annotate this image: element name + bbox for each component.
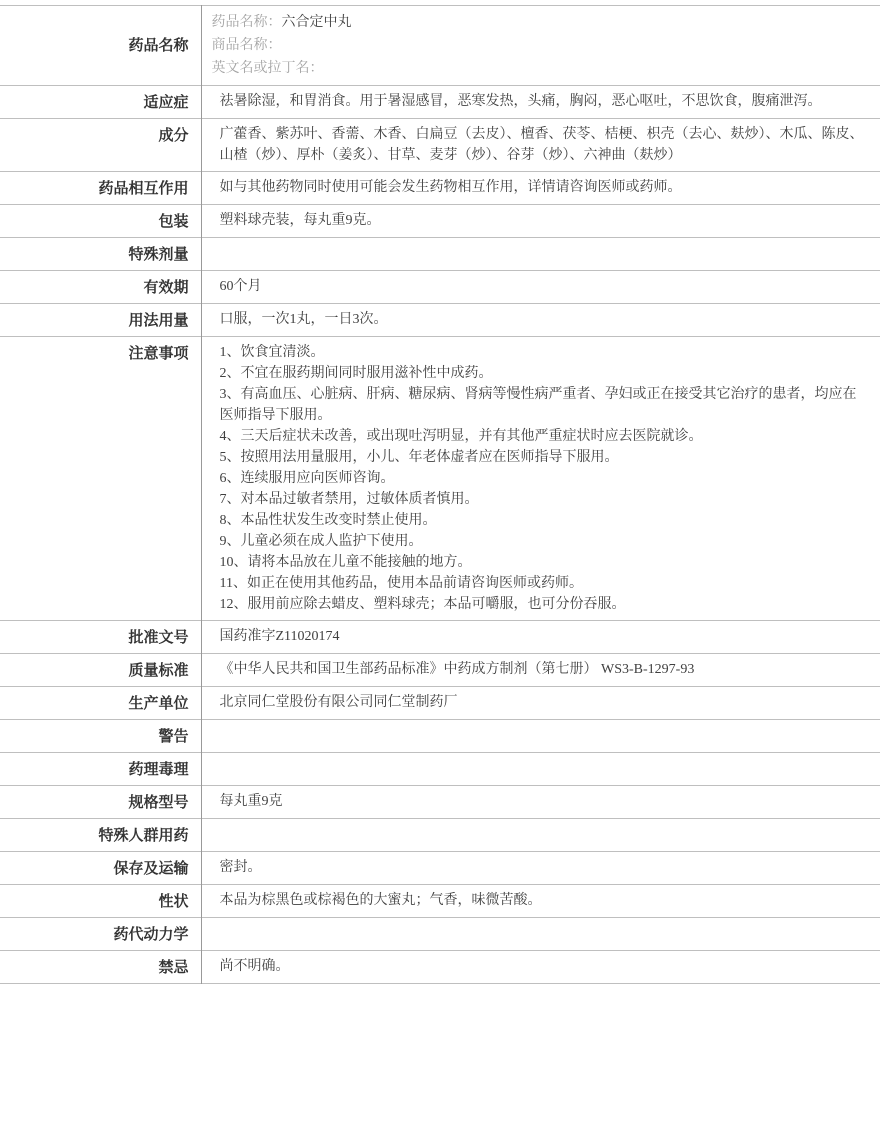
- row-value-text: 尚不明确。: [219, 959, 290, 974]
- row-value-text: 口服，一次1丸，一日3次。: [219, 312, 388, 327]
- row-value: [201, 6, 880, 86]
- table-row: [0, 918, 880, 951]
- row-value: [201, 753, 880, 786]
- table-row: [0, 86, 880, 119]
- row-label: 适应症: [0, 86, 201, 119]
- field-key: 药品名称：: [211, 15, 282, 30]
- row-value: [201, 205, 880, 238]
- row-label: 质量标准: [0, 654, 201, 687]
- row-value: [201, 786, 880, 819]
- table-row-drug-name: [0, 6, 880, 86]
- row-label: 禁忌: [0, 951, 201, 984]
- table-row: [0, 687, 880, 720]
- table-row: [0, 238, 880, 271]
- field-line-drug-name: [212, 11, 867, 34]
- row-label: 特殊人群用药: [0, 819, 201, 852]
- row-value: [201, 172, 880, 205]
- row-value: [201, 119, 880, 172]
- table-row: [0, 786, 880, 819]
- note-line: 9、儿童必须在成人监护下使用。: [219, 534, 423, 549]
- row-value: [201, 852, 880, 885]
- note-line: 5、按照用法用量服用，小儿、年老体虚者应在医师指导下服用。: [219, 450, 619, 465]
- row-label: 性状: [0, 885, 201, 918]
- row-label: 保存及运输: [0, 852, 201, 885]
- row-value-text: 国药准字Z11020174: [219, 629, 340, 644]
- row-value-text: 如与其他药物同时使用可能会发生药物相互作用，详情请咨询医师或药师。: [219, 180, 682, 195]
- row-value: [201, 271, 880, 304]
- note-line: 12、服用前应除去蜡皮、塑料球壳；本品可嚼服，也可分份吞服。: [219, 597, 626, 612]
- note-line: 1、饮食宜清淡。: [219, 345, 325, 360]
- drug-info-table: [0, 5, 880, 984]
- note-line: 4、三天后症状未改善，或出现吐泻明显，并有其他严重症状时应去医院就诊。: [219, 429, 703, 444]
- row-value: [201, 304, 880, 337]
- row-value: [201, 951, 880, 984]
- row-value: [201, 654, 880, 687]
- note-line: 10、请将本品放在儿童不能接触的地方。: [219, 555, 472, 570]
- row-value-text: 北京同仁堂股份有限公司同仁堂制药厂: [219, 695, 458, 710]
- table-row: [0, 119, 880, 172]
- row-label: 药品名称: [0, 6, 201, 86]
- table-row: [0, 819, 880, 852]
- row-value: [201, 687, 880, 720]
- row-label: 警告: [0, 720, 201, 753]
- row-value-text: 祛暑除湿，和胃消食。用于暑湿感冒，恶寒发热，头痛，胸闷，恶心呕吐，不思饮食，腹痛泄泻。: [219, 94, 822, 109]
- row-value-text: 塑料球壳装，每丸重9克。: [219, 213, 381, 228]
- row-label: 药品相互作用: [0, 172, 201, 205]
- table-row: [0, 205, 880, 238]
- table-row: [0, 852, 880, 885]
- row-label: 成分: [0, 119, 201, 172]
- row-value-text: 广藿香、紫苏叶、香薷、木香、白扁豆（去皮）、檀香、茯苓、桔梗、枳壳（去心、麸炒）、木瓜、陈皮、山楂（炒）、厚朴（姜炙）、甘草、麦芽（炒）、谷芽（炒）、六神曲（麸炒）: [219, 127, 864, 163]
- row-label: 批准文号: [0, 621, 201, 654]
- row-value-text: 60个月: [219, 279, 262, 294]
- row-label: 生产单位: [0, 687, 201, 720]
- table-row: [0, 271, 880, 304]
- table-row: [0, 951, 880, 984]
- row-value: [201, 720, 880, 753]
- note-line: 3、有高血压、心脏病、肝病、糖尿病、肾病等慢性病严重者、孕妇或正在接受其它治疗的患者，均应在医师指导下服用。: [219, 387, 857, 423]
- row-value: [201, 885, 880, 918]
- row-label: 包装: [0, 205, 201, 238]
- row-value: [201, 86, 880, 119]
- row-label: 用法用量: [0, 304, 201, 337]
- table-row: [0, 172, 880, 205]
- row-label: 注意事项: [0, 337, 201, 621]
- row-value-text: 本品为棕黑色或棕褐色的大蜜丸；气香，味微苦酸。: [219, 893, 542, 908]
- table-row: [0, 885, 880, 918]
- note-line: 8、本品性状发生改变时禁止使用。: [219, 513, 437, 528]
- field-key: 商品名称：: [211, 38, 282, 53]
- table-row: [0, 621, 880, 654]
- field-line-trade-name: [212, 34, 867, 57]
- note-line: 7、对本品过敏者禁用，过敏体质者慎用。: [219, 492, 479, 507]
- row-value-text: 《中华人民共和国卫生部药品标准》中药成方制剂（第七册） WS3-B-1297-93: [219, 662, 695, 677]
- row-value-text: 密封。: [219, 860, 262, 875]
- table-row: [0, 753, 880, 786]
- field-value: 六合定中丸: [281, 15, 352, 30]
- row-value: [201, 819, 880, 852]
- row-label: 药理毒理: [0, 753, 201, 786]
- row-value-text: 每丸重9克: [219, 794, 283, 809]
- row-value: [201, 621, 880, 654]
- note-line: 2、不宜在服药期间同时服用滋补性中成药。: [219, 366, 493, 381]
- note-line: 6、连续服用应向医师咨询。: [219, 471, 395, 486]
- field-line-english-name: [212, 57, 867, 80]
- field-key: 英文名或拉丁名：: [211, 61, 324, 76]
- table-row: [0, 720, 880, 753]
- row-label: 规格型号: [0, 786, 201, 819]
- row-label: 特殊剂量: [0, 238, 201, 271]
- table-row: [0, 337, 880, 621]
- note-line: 11、如正在使用其他药品，使用本品前请咨询医师或药师。: [219, 576, 583, 591]
- table-row: [0, 304, 880, 337]
- row-value: [201, 238, 880, 271]
- row-value: [201, 918, 880, 951]
- row-label: 药代动力学: [0, 918, 201, 951]
- table-row: [0, 654, 880, 687]
- row-value: [201, 337, 880, 621]
- row-label: 有效期: [0, 271, 201, 304]
